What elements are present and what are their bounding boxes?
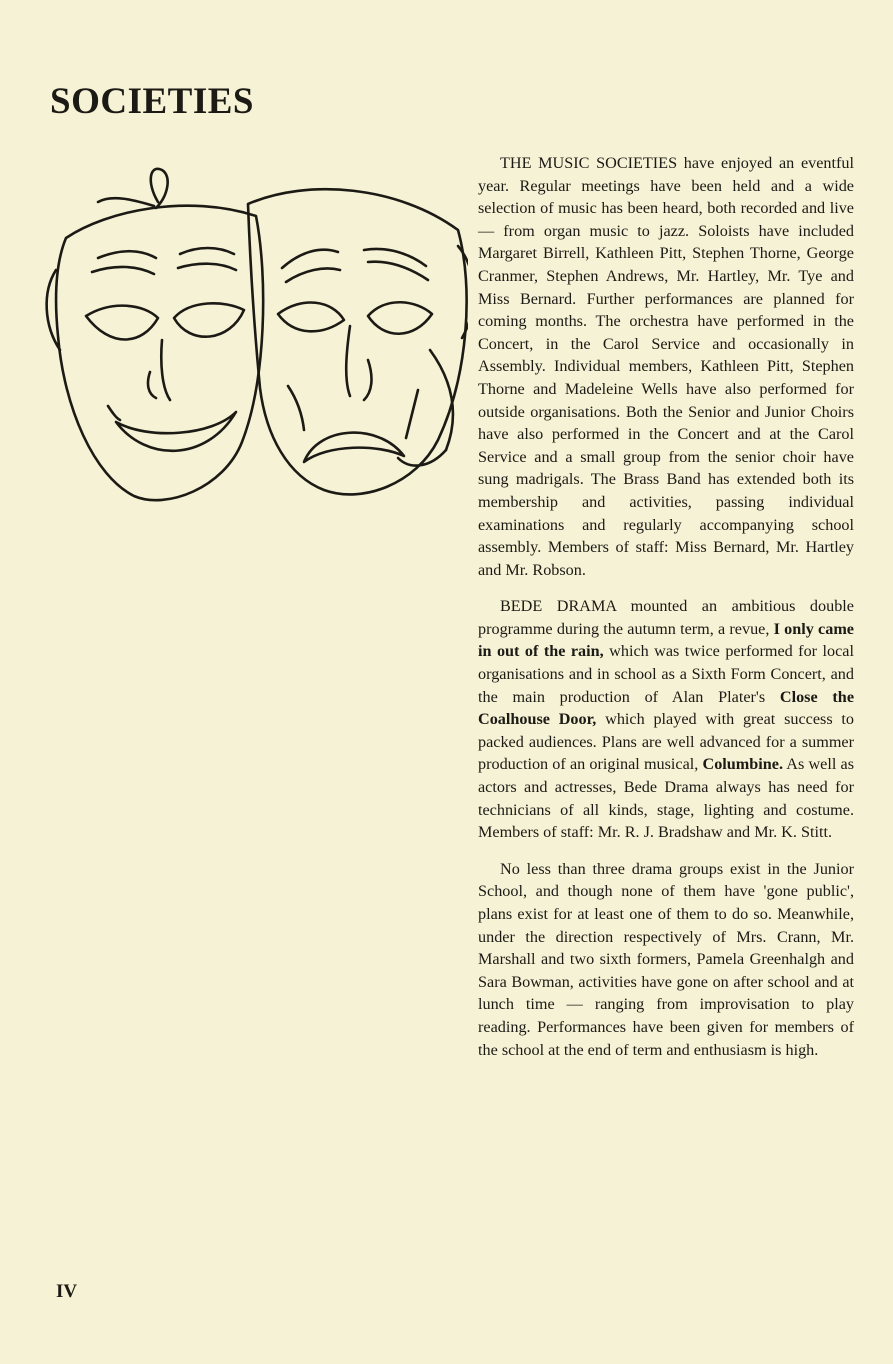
page-number: IV	[56, 1281, 78, 1302]
paragraph-text: BEDE DRAMA mounted an ambitious double programme during the autumn term, a revue,	[478, 597, 854, 638]
theatre-masks-icon	[38, 150, 468, 520]
junior-drama-paragraph	[478, 858, 854, 1061]
page-heading: SOCIETIES	[50, 81, 254, 122]
paragraph-text: which was twice performed for local organisations and in school as a Sixth Form Concert, and the main production of Alan Plater's	[478, 642, 854, 706]
theatre-masks-illustration	[38, 150, 468, 520]
paragraph-text: which played with great success to packed audiences. Plans are well advanced for a summer production of an original musical,	[478, 710, 854, 774]
paragraph-text: THE MUSIC SOCIETIES have enjoyed an eventful year. Regular meetings have been held and a wide selection of music has been heard, both recorded and live — from organ music to jazz. Soloists have included Margaret Birrell, Kathleen Pitt, Stephen Thorne, George Cranmer, Stephen Andrews, Mr. Hartley, Mr. Tye and Miss Bernard. Further performances are planned for coming months. The orchestra have performed in the Concert, in the Carol Service and occasionally in Assembly. Individual members, Kathleen Pitt, Stephen Thorne and Madeleine Wells have also performed for outside organisations. Both the Senior and Junior Choirs have also performed in the Concert and at the Carol Service and a small group from the senior choir have sung madrigals. The Brass Band has extended both its membership and activities, passing individual examinations and regularly accompanying school assembly. Members of staff: Miss Bernard, Mr. Hartley and Mr. Robson.	[478, 154, 854, 579]
title-emphasis: Close the Coalhouse Door,	[478, 687, 854, 729]
paragraph-text: No less than three drama groups exist in the Junior School, and though none of them have 'gone public', plans exist for at least one of them to do so. Meanwhile, under the direction respectively of Mrs. Crann, Mr. Marshall and two sixth formers, Pamela Greenhalgh and Sara Bowman, activities have gone on after school and at lunch time — ranging from improvisation to play reading. Performances have been given for members of the school at the end of term and enthusiasm is high.	[478, 859, 854, 1059]
title-emphasis: Columbine.	[702, 755, 784, 774]
title-emphasis: I only came in out of the rain,	[478, 619, 854, 661]
article-column	[478, 152, 854, 1075]
bede-drama-paragraph	[478, 595, 854, 844]
music-societies-paragraph	[478, 152, 854, 581]
paragraph-text: As well as actors and actresses, Bede Drama always has need for technicians of all kinds, stage, lighting and costume. Members of staff: Mr. R. J. Bradshaw and Mr. K. Stitt.	[478, 755, 855, 842]
